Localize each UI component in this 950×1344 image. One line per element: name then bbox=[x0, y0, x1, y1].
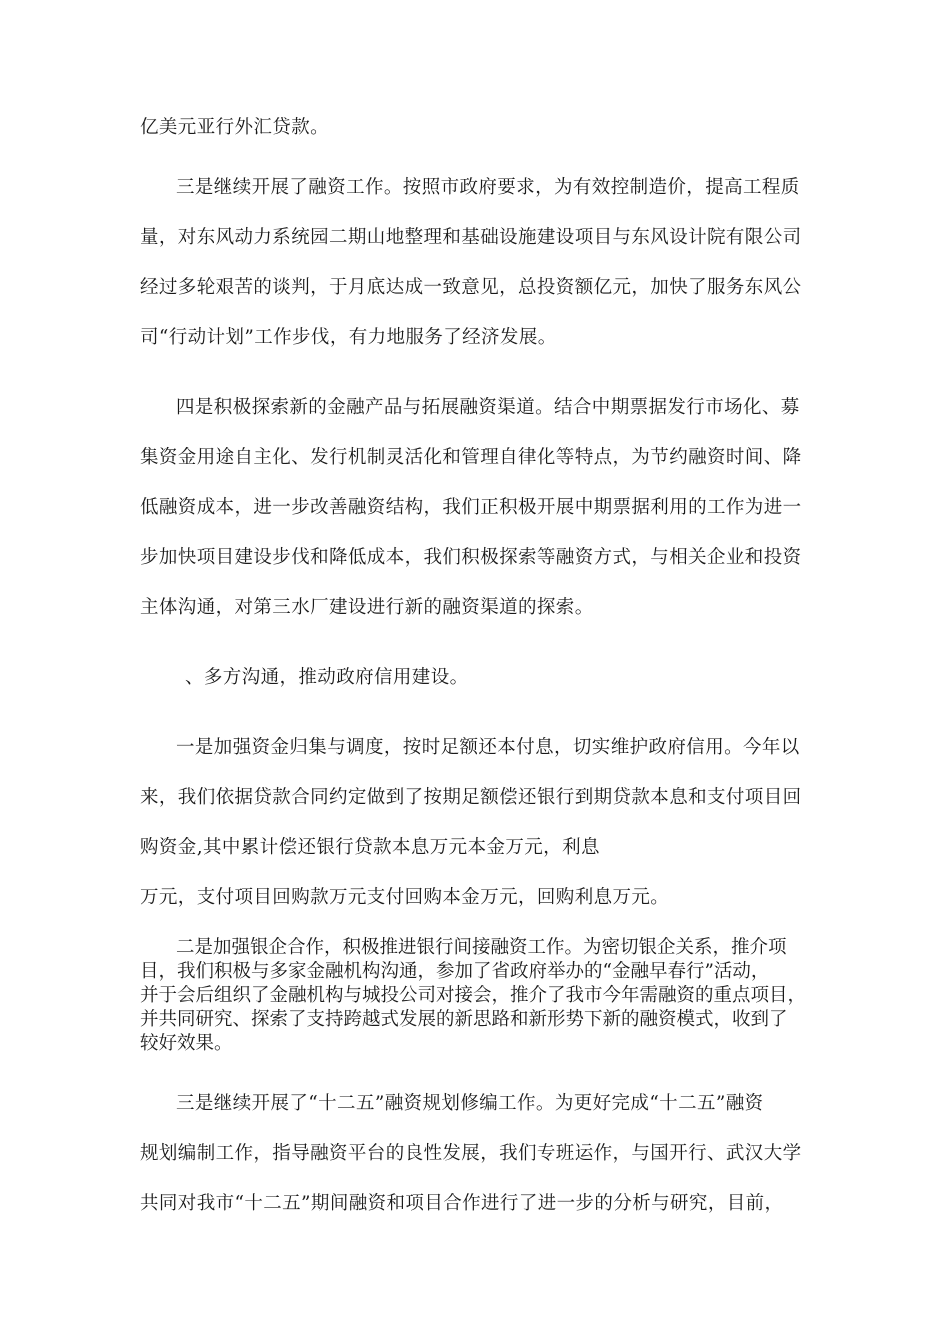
text-line: 主体沟通，对第三水厂建设进行新的融资渠道的探索。 bbox=[140, 597, 594, 618]
text-line: 集资金用途自主化、发行机制灵活化和管理自律化等特点，为节约融资时间、降 bbox=[140, 447, 802, 468]
text-line: 司“行动计划”工作步伐，有力地服务了经济发展。 bbox=[140, 327, 557, 348]
text-line: 并于会后组织了金融机构与城投公司对接会，推介了我市今年需融资的重点项目， bbox=[140, 985, 807, 1006]
text-line: 共同对我市“十二五”期间融资和项目合作进行了进一步的分析与研究，目前， bbox=[140, 1193, 784, 1214]
text-line: 二是加强银企合作，积极推进银行间接融资工作。为密切银企关系，推介项 bbox=[176, 937, 787, 958]
text-line: 万元，支付项目回购款万元支付回购本金万元，回购利息万元。 bbox=[140, 887, 670, 908]
text-line: 规划编制工作，指导融资平台的良性发展，我们专班运作，与国开行、武汉大学 bbox=[140, 1143, 802, 1164]
text-line: 四是积极探索新的金融产品与拓展融资渠道。结合中期票据发行市场化、募 bbox=[176, 397, 800, 418]
text-line: 来，我们依据贷款合同约定做到了按期足额偿还银行到期贷款本息和支付项目回 bbox=[140, 787, 802, 808]
text-line: 三是继续开展了融资工作。按照市政府要求，为有效控制造价，提高工程质 bbox=[176, 177, 800, 198]
text-line: 亿美元亚行外汇贷款。 bbox=[140, 117, 330, 138]
text-line: 经过多轮艰苦的谈判，于月底达成一致意见，总投资额亿元，加快了服务东风公 bbox=[140, 277, 802, 298]
text-line: 低融资成本，进一步改善融资结构，我们正积极开展中期票据利用的工作为进一 bbox=[140, 497, 802, 518]
text-line: 较好效果。 bbox=[140, 1033, 233, 1054]
text-line: 一是加强资金归集与调度，按时足额还本付息，切实维护政府信用。今年以 bbox=[176, 737, 800, 758]
text-line: 三是继续开展了“十二五”融资规划修编工作。为更好完成“十二五”融资 bbox=[176, 1093, 764, 1114]
text-line: 购资金,其中累计偿还银行贷款本息万元本金万元，利息 bbox=[140, 837, 600, 858]
section-heading: 、多方沟通，推动政府信用建设。 bbox=[185, 667, 469, 688]
text-line: 并共同研究、探索了支持跨越式发展的新思路和新形势下新的融资模式，收到了 bbox=[140, 1009, 788, 1030]
text-line: 步加快项目建设步伐和降低成本，我们积极探索等融资方式，与相关企业和投资 bbox=[140, 547, 802, 568]
text-line: 量，对东风动力系统园二期山地整理和基础设施建设项目与东风设计院有限公司 bbox=[140, 227, 802, 248]
text-line: 目，我们积极与多家金融机构沟通，参加了省政府举办的“金融早春行”活动， bbox=[140, 961, 770, 982]
